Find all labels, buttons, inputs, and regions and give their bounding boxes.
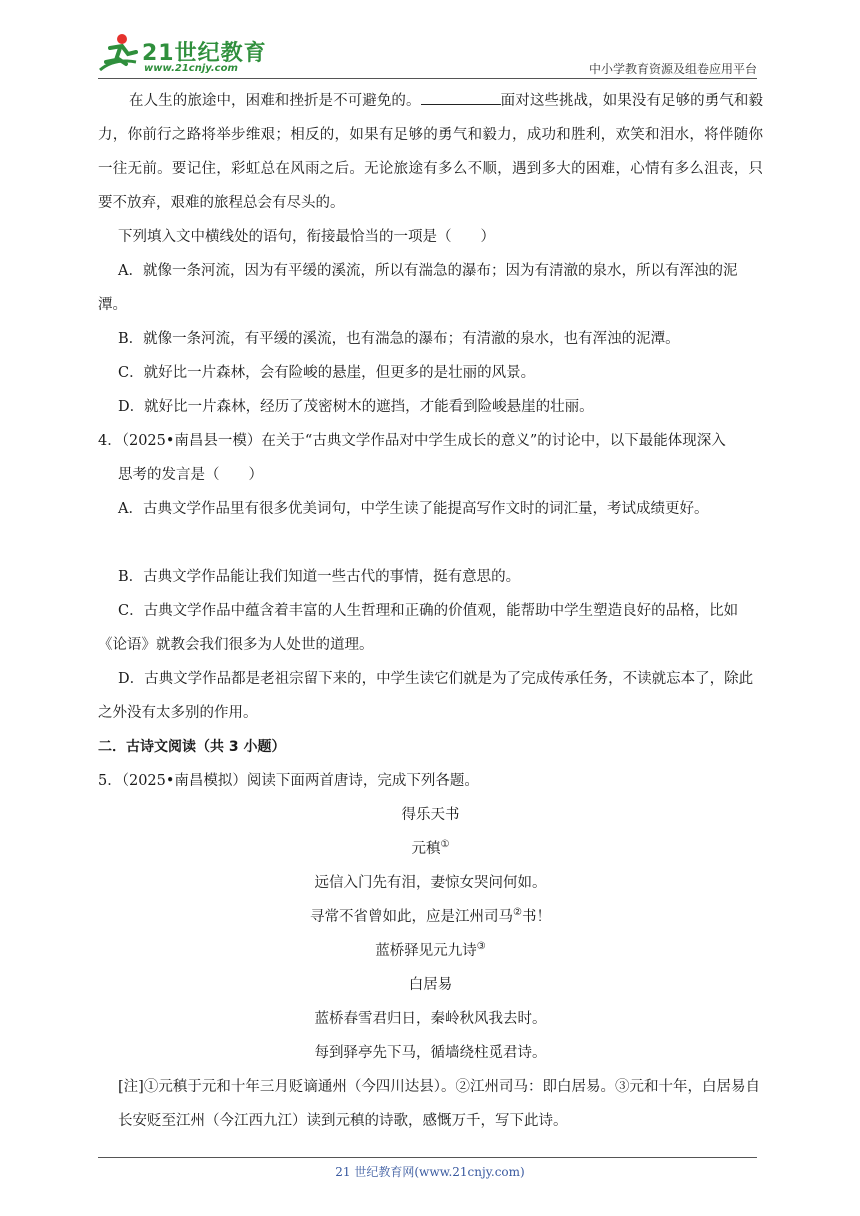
- poem-1-line-2: [98, 900, 763, 934]
- footnote-mark-3: ③: [476, 941, 486, 953]
- poem-notes: [注]①元稹于元和十年三月贬谪通州（今四川达县）。②江州司马：即白居易。③元和十年，白居易自长安贬至江州（今江西九江）读到元稹的诗歌，感慨万千，写下此诗。: [118, 1079, 761, 1129]
- question-4-option-c: C．古典文学作品中蕴含着丰富的人生哲理和正确的价值观，能帮助中学生塑造良好的品格，比如《论语》就教会我们很多为人处世的道理。: [98, 603, 739, 653]
- question-3-option-d: D．就好比一片森林，经历了茂密树木的遮挡，才能看到险峻悬崖的壮丽。: [118, 399, 594, 415]
- footer-divider: [98, 1157, 757, 1158]
- logo-text: 21世纪教育: [142, 41, 267, 66]
- passage-paragraph: [98, 84, 763, 220]
- poem-1-title: 得乐天书: [401, 807, 460, 823]
- site-logo: [96, 32, 266, 78]
- question-3-option-a: A．就像一条河流，因为有平缓的溪流，所以有湍急的瀑布；因为有清澈的泉水，所以有浑浊的泥潭。: [98, 263, 738, 313]
- poem-2-title: [98, 934, 763, 968]
- passage-before-blank: 在人生的旅途中，困难和挫折是不可避免的。: [129, 93, 421, 109]
- poem-2-author: 白居易: [408, 977, 453, 993]
- header-divider: [98, 78, 757, 79]
- poem-1-line-2-b: 书！: [521, 909, 551, 925]
- section-2-title: 二．古诗文阅读（共 3 小题）: [98, 739, 286, 755]
- question-4-stem-line1: 4．（2025•南昌县一模）在关于“古典文学作品对中学生成长的意义”的讨论中，以下最能体现深入: [98, 433, 726, 449]
- question-4-option-b: B．古典文学作品能让我们知道一些古代的事情，挺有意思的。: [118, 569, 521, 585]
- page-header: [0, 0, 860, 80]
- logo-url: www.21cnjy.com: [144, 63, 238, 74]
- poem-2-line-1: 蓝桥春雪君归日，秦岭秋风我去时。: [314, 1011, 547, 1027]
- poem-1-author-name: 元稹: [411, 841, 441, 857]
- question-4-option-a: A．古典文学作品里有很多优美词句，中学生读了能提高写作文时的词汇量，考试成绩更好。: [118, 501, 709, 517]
- question-4-option-d: D．古典文学作品都是老祖宗留下来的，中学生读它们就是为了完成传承任务，不读就忘本了，除此之外没有太多别的作用。: [98, 671, 754, 721]
- poem-1-line-1: 远信入门先有泪，妻惊女哭问何如。: [314, 875, 547, 891]
- poem-1-line-2-a: 寻常不省曾如此，应是江州司马: [310, 909, 514, 925]
- poem-2-title-text: 蓝桥驿见元九诗: [375, 943, 477, 959]
- blank-spacer: [98, 526, 763, 560]
- page-footer: 21 世纪教育网(www.21cnjy.com): [335, 1165, 525, 1179]
- passage-after-blank: 面对这些挑战，如果没有足够的勇气和毅力，你前行之路将举步维艰；相反的，如果有足够的勇气和毅力，成功和胜利，欢笑和泪水，将伴随你一往无前。要记住，彩虹总在风雨之后。无论旅途有多么不顺，遇到多大的困难，心情有多么沮丧，只要不放弃，艰难的旅程总会有尽头的。: [98, 93, 763, 211]
- question-3-stem: 下列填入文中横线处的语句，衔接最恰当的一项是（ ）: [118, 229, 495, 245]
- poem-1-author: [98, 832, 763, 866]
- question-4-stem-line2: 思考的发言是（ ）: [118, 467, 263, 483]
- runner-logo-icon: [96, 32, 142, 76]
- question-3-option-b: B．就像一条河流，有平缓的溪流，也有湍急的瀑布；有清澈的泉水，也有浑浊的泥潭。: [118, 331, 680, 347]
- footnote-mark-2: ②: [513, 907, 522, 919]
- header-tagline: 中小学教育资源及组卷应用平台: [588, 62, 757, 76]
- footnote-mark-1: ①: [440, 839, 450, 851]
- document-body: [98, 84, 763, 1138]
- question-5-stem: 5．（2025•南昌模拟）阅读下面两首唐诗，完成下列各题。: [98, 773, 479, 789]
- answer-blank: [421, 90, 501, 105]
- question-3-option-c: C．就好比一片森林，会有险峻的悬崖，但更多的是壮丽的风景。: [118, 365, 536, 381]
- poem-2-line-2: 每到驿亭先下马，循墙绕柱觅君诗。: [314, 1045, 547, 1061]
